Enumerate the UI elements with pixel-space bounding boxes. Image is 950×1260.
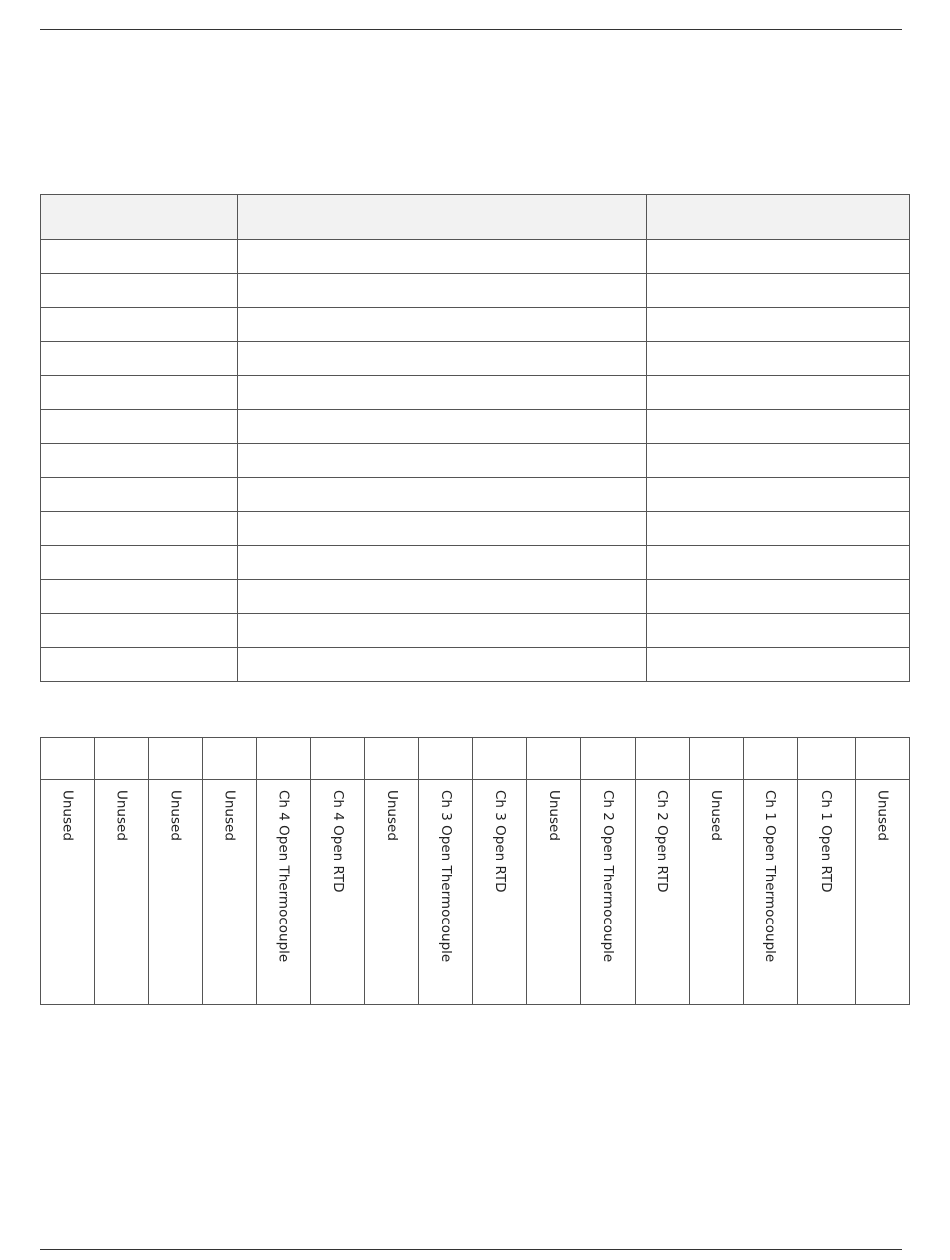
table-cell [238, 444, 647, 478]
bit-label: Unused [545, 790, 562, 841]
table-row [41, 444, 910, 478]
bit-label: Unused [708, 790, 725, 841]
bit-label: Ch 3 Open Thermocouple [437, 790, 454, 963]
bit-label-cell [797, 780, 855, 1005]
bit-label-cell [149, 780, 203, 1005]
bit-header-cell [41, 738, 95, 780]
table-cell [238, 376, 647, 410]
bit-label: Ch 3 Open RTD [491, 790, 508, 893]
table-row [41, 240, 910, 274]
bit-label-cell [365, 780, 419, 1005]
bit-header-cell [419, 738, 473, 780]
bit-header-cell [149, 738, 203, 780]
bit-label: Unused [874, 790, 891, 841]
table-cell [647, 308, 910, 342]
bit-label-cell [203, 780, 257, 1005]
table-row [41, 410, 910, 444]
bit-label-cell [689, 780, 743, 1005]
bit-label: Ch 1 Open Thermocouple [762, 790, 779, 963]
bit-label-cell [95, 780, 149, 1005]
table-row [41, 342, 910, 376]
table-cell [41, 546, 238, 580]
table-row [41, 308, 910, 342]
register-table [40, 194, 910, 682]
bit-label-cell [581, 780, 635, 1005]
table-cell [647, 546, 910, 580]
table-row [41, 274, 910, 308]
bit-label-cell [743, 780, 797, 1005]
table-cell [41, 478, 238, 512]
table-cell [238, 648, 647, 682]
table-cell [41, 614, 238, 648]
table-row [41, 376, 910, 410]
bit-label-cell [419, 780, 473, 1005]
table-cell [647, 512, 910, 546]
table-row [41, 478, 910, 512]
bit-label-cell [635, 780, 689, 1005]
bit-header-cell [311, 738, 365, 780]
table-cell [41, 580, 238, 614]
bit-header-cell [581, 738, 635, 780]
bit-header-cell [689, 738, 743, 780]
bit-label: Ch 2 Open RTD [654, 790, 671, 893]
table-cell [238, 614, 647, 648]
table-cell [41, 342, 238, 376]
bit-header-cell [527, 738, 581, 780]
bit-label-cell [41, 780, 95, 1005]
table-cell [647, 478, 910, 512]
table-row [41, 580, 910, 614]
table-cell [647, 614, 910, 648]
bit-table-header [41, 738, 910, 780]
bit-label-cell [311, 780, 365, 1005]
table-cell [238, 308, 647, 342]
table-cell [238, 410, 647, 444]
bit-label: Unused [59, 790, 76, 841]
table-cell [238, 546, 647, 580]
table-cell [647, 580, 910, 614]
table-row [41, 648, 910, 682]
bit-header-cell [635, 738, 689, 780]
bit-label: Ch 2 Open Thermocouple [599, 790, 616, 963]
register-header-cell [647, 195, 910, 240]
bit-header-cell [95, 738, 149, 780]
table-cell [41, 410, 238, 444]
footer-rule [40, 1249, 902, 1250]
bit-label: Ch 4 Open Thermocouple [275, 790, 292, 963]
table-cell [647, 648, 910, 682]
table-row [41, 546, 910, 580]
header-rule [40, 29, 902, 30]
bit-header-cell [855, 738, 909, 780]
table-cell [647, 410, 910, 444]
register-header-cell [238, 195, 647, 240]
table-cell [647, 240, 910, 274]
table-cell [238, 512, 647, 546]
table-cell [41, 444, 238, 478]
bit-header-cell [743, 738, 797, 780]
table-cell [41, 376, 238, 410]
table-cell [647, 444, 910, 478]
bit-header-cell [203, 738, 257, 780]
bit-label: Unused [167, 790, 184, 841]
status-bit-table [40, 737, 910, 1005]
bit-header-cell [473, 738, 527, 780]
table-cell [41, 648, 238, 682]
bit-header-cell [257, 738, 311, 780]
table-cell [238, 478, 647, 512]
bit-label: Ch 1 Open RTD [818, 790, 835, 893]
bit-label-cell [855, 780, 909, 1005]
table-cell [238, 580, 647, 614]
bit-label-cell [473, 780, 527, 1005]
bit-label: Ch 4 Open RTD [329, 790, 346, 893]
table-cell [238, 274, 647, 308]
table-cell [647, 342, 910, 376]
bit-label: Unused [221, 790, 238, 841]
bit-label: Unused [383, 790, 400, 841]
bit-table-labels [41, 780, 910, 1005]
table-row [41, 614, 910, 648]
table-cell [647, 376, 910, 410]
table-cell [41, 240, 238, 274]
bit-label-cell [257, 780, 311, 1005]
table-cell [41, 274, 238, 308]
table-cell [41, 308, 238, 342]
table-cell [238, 240, 647, 274]
register-table-header [41, 195, 910, 240]
register-header-cell [41, 195, 238, 240]
table-cell [647, 274, 910, 308]
table-row [41, 512, 910, 546]
bit-header-cell [797, 738, 855, 780]
bit-header-cell [365, 738, 419, 780]
bit-label: Unused [113, 790, 130, 841]
table-cell [41, 512, 238, 546]
table-cell [238, 342, 647, 376]
bit-label-cell [527, 780, 581, 1005]
